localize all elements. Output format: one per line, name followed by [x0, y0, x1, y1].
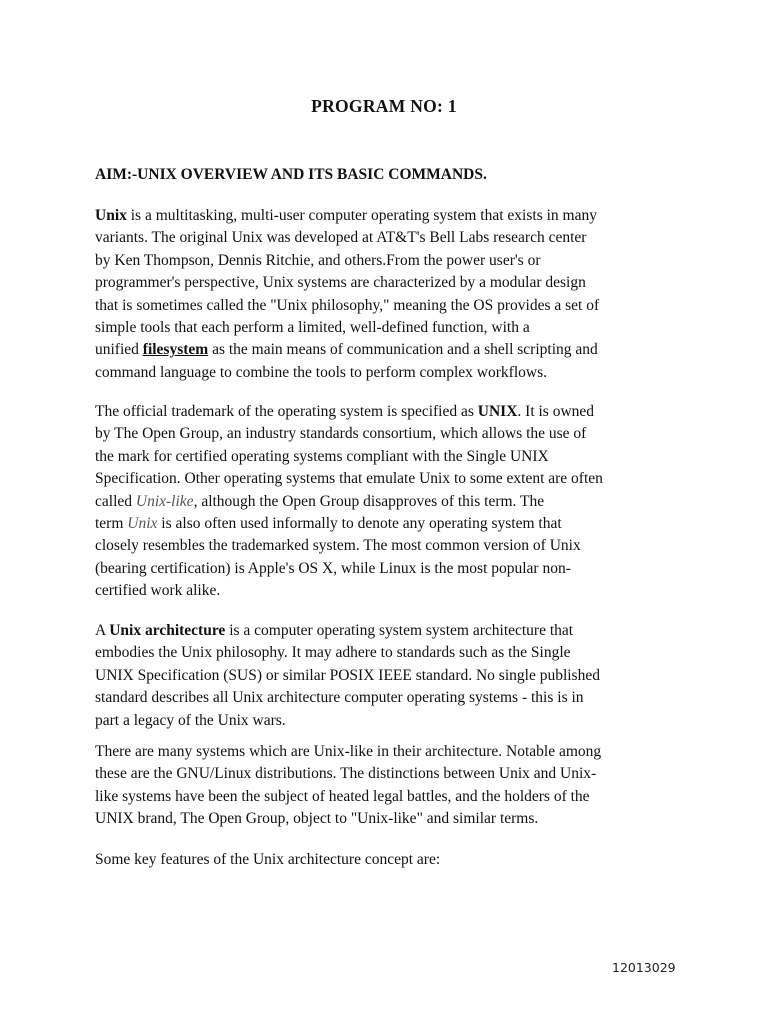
- text-line: Some key features of the Unix architecture concept are:: [95, 851, 441, 868]
- filesystem-link[interactable]: filesystem: [142, 341, 209, 359]
- text-line: by Ken Thompson, Dennis Ritchie, and others.From the power user's or: [95, 251, 541, 269]
- text-line: by The Open Group, an industry standards consortium, which allows the use of: [95, 425, 587, 443]
- text-line: Unix is a multitasking, multi-user computer operating system that exists in many: [95, 207, 597, 224]
- bold-term-unix: Unix: [95, 207, 127, 224]
- text-line: called Unix-like, although the Open Group disapproves of this term. The: [95, 492, 545, 510]
- paragraph-unix-like: [95, 741, 695, 831]
- text-line: these are the GNU/Linux distributions. The distinctions between Unix and Unix-: [95, 765, 597, 783]
- text-line: Specification. Other operating systems that emulate Unix to some extent are often: [95, 470, 603, 488]
- text-line: simple tools that each perform a limited, well-defined function, with a: [95, 319, 530, 337]
- text-line: part a legacy of the Unix wars.: [95, 711, 286, 729]
- text-line: embodies the Unix philosophy. It may adhere to standards such as the Single: [95, 644, 571, 662]
- text-line: UNIX brand, The Open Group, object to "Unix-like" and similar terms.: [95, 810, 539, 828]
- text-line: UNIX Specification (SUS) or similar POSIX IEEE standard. No single published: [95, 666, 600, 684]
- page-title: PROGRAM NO: 1: [311, 96, 457, 116]
- text-line: term Unix is also often used informally to denote any operating system that: [95, 515, 562, 533]
- page-footer-id: 12013029: [612, 960, 676, 975]
- paragraph-unix-intro: [95, 205, 695, 384]
- text-line: command language to combine the tools to perform complex workflows.: [95, 363, 547, 381]
- paragraph-architecture: [95, 620, 695, 732]
- text-line: variants. The original Unix was developed at AT&T's Bell Labs research center: [95, 229, 587, 247]
- bold-term-unix-trademark: UNIX: [477, 403, 518, 420]
- text-line: closely resembles the trademarked system. The most common version of Unix: [95, 537, 581, 555]
- aim-heading: AIM:-UNIX OVERVIEW AND ITS BASIC COMMANDS.: [95, 166, 487, 183]
- text-line: There are many systems which are Unix-like in their architecture. Notable among: [95, 743, 602, 760]
- text-line: standard describes all Unix architecture computer operating systems - this is in: [95, 689, 584, 707]
- text-line: (bearing certification) is Apple's OS X, while Linux is the most popular non-: [95, 559, 571, 577]
- italic-term-unix: Unix: [127, 515, 158, 533]
- text-line: that is sometimes called the "Unix philosophy," meaning the OS provides a set of: [95, 296, 600, 314]
- text-line: the mark for certified operating systems compliant with the Single UNIX: [95, 447, 549, 465]
- text-line: programmer's perspective, Unix systems are characterized by a modular design: [95, 274, 586, 292]
- text-line: A Unix architecture is a computer operating system system architecture that: [95, 622, 574, 639]
- paragraph-key-features: [95, 849, 695, 871]
- text-line: The official trademark of the operating system is specified as UNIX. It is owned: [95, 403, 595, 420]
- text-line: certified work alike.: [95, 582, 221, 600]
- text-line: like systems have been the subject of heated legal battles, and the holders of the: [95, 787, 590, 805]
- text-line: unified filesystem as the main means of communication and a shell scripting and: [95, 341, 598, 359]
- bold-term-unix-architecture: Unix architecture: [109, 622, 226, 639]
- italic-term-unix-like: Unix-like: [135, 492, 194, 510]
- paragraph-trademark: [95, 401, 695, 603]
